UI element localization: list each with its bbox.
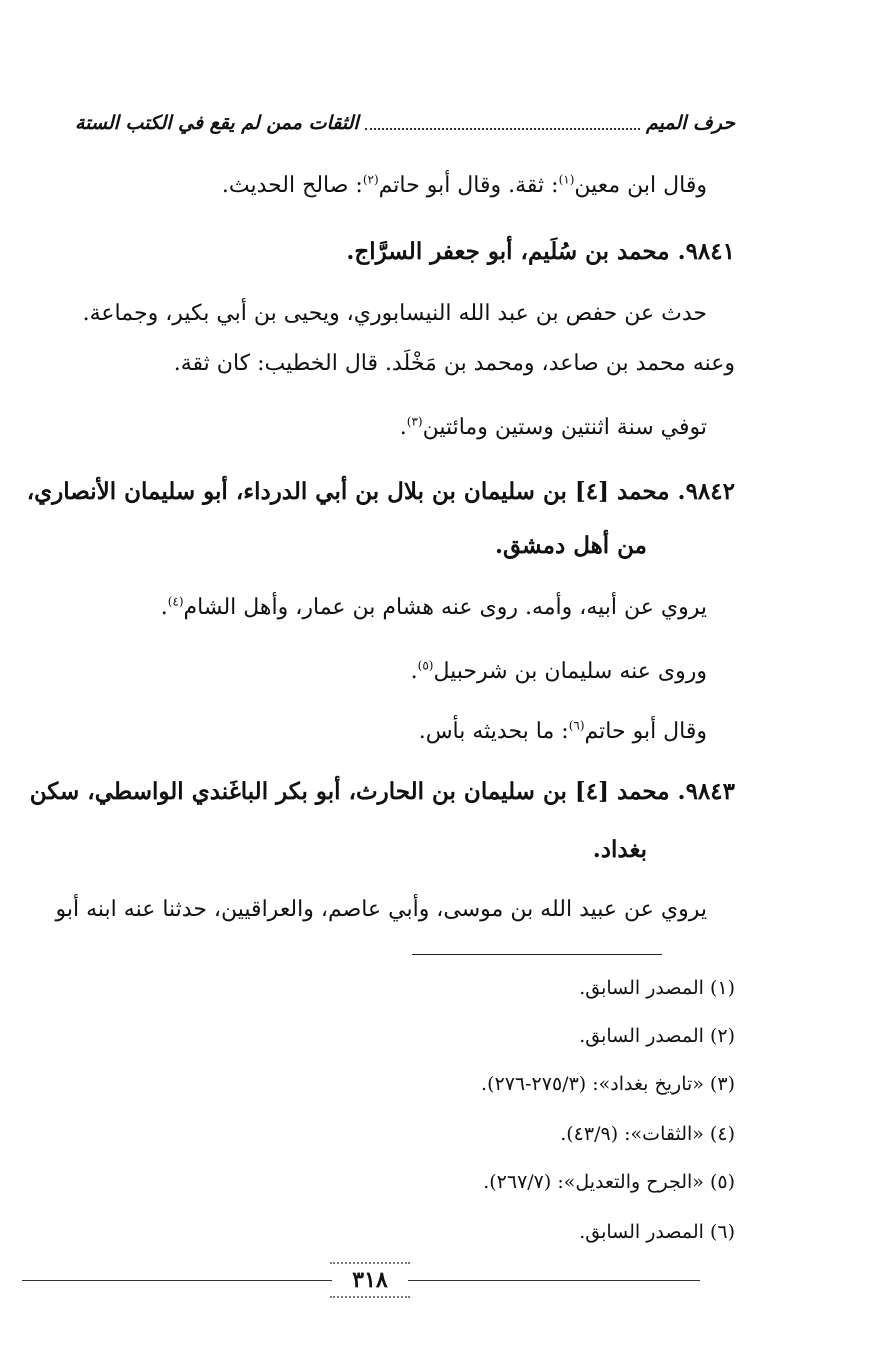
footnote-ref: (٦) [568,718,585,733]
text-segment: . [399,415,407,440]
body-line-4 [400,412,707,444]
footnote-4: (٤) «الثقات»: (٤٣/٩). [560,1123,735,1145]
text-segment: توفي سنة اثنتين وستين ومائتين [422,415,707,440]
text-segment: : ما بحديثه بأس. [418,719,569,744]
body-line-3: وعنه محمد بن صاعد، ومحمد بن مَخْلَد. قال الخطيب: كان ثقة. [173,351,735,376]
header-book-title: الثقات ممن لم يقع في الكتب الستة [75,112,359,134]
body-line-8: يروي عن عبيد الله بن موسى، وأبي عاصم، والعراقيين، حدثنا عنه ابنه أبو [55,897,707,922]
entry-9843-heading: ٩٨٤٣. محمد [٤] بن سليمان بن الحارث، أبو بكر الباغَندي الواسطي، سكن [29,778,735,805]
footnote-6: (٦) المصدر السابق. [579,1221,735,1243]
text-segment: : ثقة. وقال أبو حاتم [378,173,559,198]
footnote-ref: (٢) [362,172,379,187]
footnote-ref: (٥) [417,658,434,673]
text-segment: وقال أبو حاتم [584,719,707,744]
footnote-ref: (١) [558,172,575,187]
footnote-1: (١) المصدر السابق. [579,977,735,999]
body-line-6 [411,656,707,688]
footnote-separator [412,954,662,955]
footer-rule-right [408,1280,700,1281]
body-line-1 [222,170,707,202]
body-line-2: حدث عن حفص بن عبد الله النيسابوري، ويحيى بن أبي بكير، وجماعة. [82,301,707,326]
text-segment: . [410,659,418,684]
text-segment: وقال ابن معين [574,173,707,198]
running-header [75,108,735,138]
entry-9841-heading: ٩٨٤١. محمد بن سُلَيم، أبو جعفر السرَّاج. [346,238,735,265]
header-dot-leader [365,116,640,130]
footnote-5: (٥) «الجرح والتعديل»: (٢٦٧/٧). [483,1171,735,1193]
footnote-2: (٢) المصدر السابق. [579,1025,735,1047]
footnote-ref: (٤) [167,594,184,609]
text-segment: يروي عن أبيه، وأمه. روى عنه هشام بن عمار، وأهل الشام [183,595,707,620]
page-number: ٣١٨ [330,1262,410,1298]
footer-rule-left [22,1280,332,1281]
header-chapter: حرف الميم [646,112,735,134]
entry-9842-continuation: من أهل دمشق. [494,532,647,559]
text-segment: وروى عنه سليمان بن شرحبيل [433,659,707,684]
entry-9843-continuation: بغداد. [592,836,647,863]
text-segment: : صالح الحديث. [221,173,363,198]
footnote-3: (٣) «تاريخ بغداد»: (٢٧٥/٣-٢٧٦). [481,1073,735,1095]
entry-9842-heading: ٩٨٤٢. محمد [٤] بن سليمان بن بلال بن أبي الدرداء، أبو سليمان الأنصاري، [26,478,735,505]
footnote-ref: (٣) [406,414,423,429]
body-line-5 [161,592,707,624]
text-segment: . [160,595,168,620]
body-line-7 [419,716,707,748]
